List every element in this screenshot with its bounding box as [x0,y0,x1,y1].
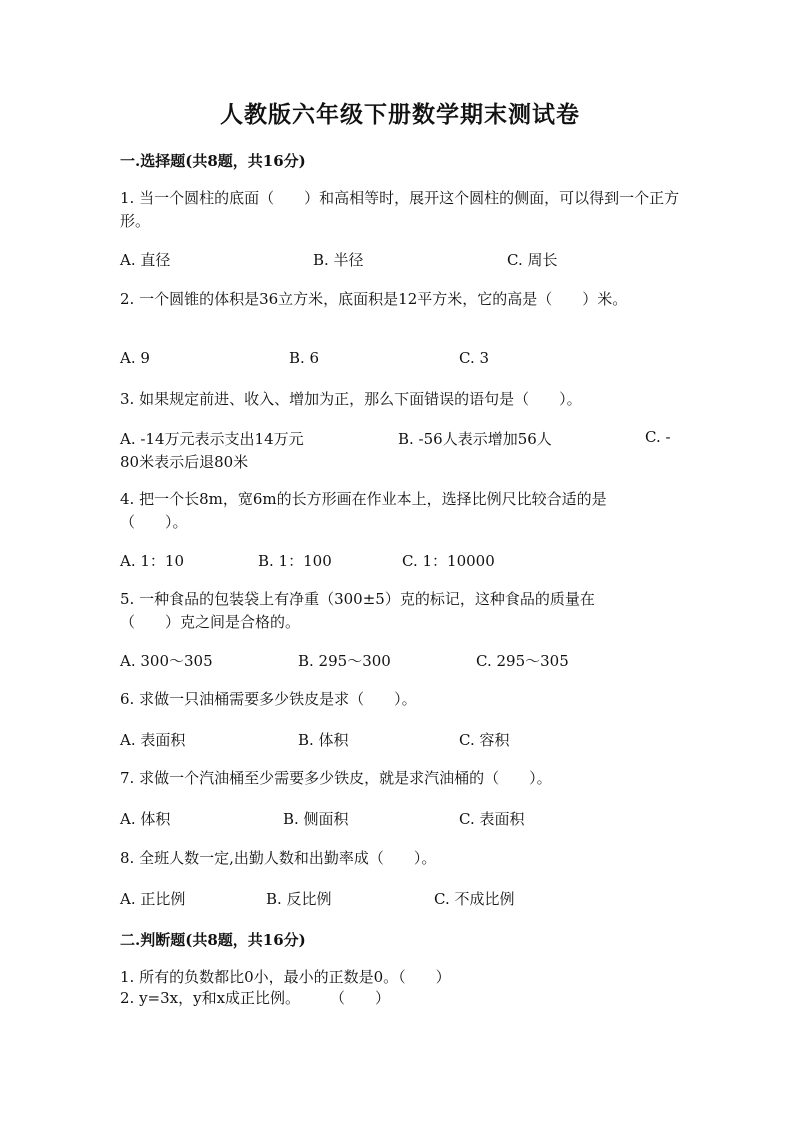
question-6-option-a: A. 表面积 [120,731,186,749]
question-4-option-b: B. 1：100 [258,552,332,570]
section-heading-choice: 一.选择题(共8题，共16分) [120,152,306,170]
question-6-stem: 6. 求做一只油桶需要多少铁皮是求（ ）。 [120,690,417,708]
question-2-option-c: C. 3 [459,349,490,367]
question-3-option-b: B. -56人表示增加56人 [398,430,552,448]
question-7-option-a: A. 体积 [120,810,171,828]
question-2-option-b: B. 6 [289,349,320,367]
page-title: 人教版六年级下册数学期末测试卷 [220,101,580,128]
question-8-option-a: A. 正比例 [120,890,186,908]
question-3-stem: 3. 如果规定前进、收入、增加为正，那么下面错误的语句是（ ）。 [120,390,582,408]
question-4-option-a: A. 1：10 [120,552,184,570]
question-5-option-c: C. 295～305 [476,652,569,670]
question-1-option-a: A. 直径 [120,251,171,269]
judgement-2: 2. y=3x，y和x成正比例。 （ ） [120,989,391,1007]
question-7-stem: 7. 求做一个汽油桶至少需要多少铁皮，就是求汽油桶的（ ）。 [120,769,552,787]
question-5-option-b: B. 295～300 [298,652,391,670]
question-5-stem: 5. 一种食品的包装袋上有净重（300±5）克的标记，这种食品的质量在（ ）克之间是合格的。 [120,590,595,631]
question-6-option-c: C. 容积 [459,731,510,749]
question-4-option-c: C. 1：10000 [402,552,495,570]
judgement-1: 1. 所有的负数都比0小，最小的正数是0。（ ） [120,968,451,986]
question-1-stem: 1. 当一个圆柱的底面（ ）和高相等时，展开这个圆柱的侧面，可以得到一个正方形。 [120,189,680,230]
question-8-option-c: C. 不成比例 [434,890,515,908]
question-3-option-a: A. -14万元表示支出14万元 [120,430,304,448]
question-4-stem: 4. 把一个长8m，宽6m的长方形画在作业本上，选择比例尺比较合适的是（ ）。 [120,490,607,531]
question-8-option-b: B. 反比例 [266,890,332,908]
question-6-option-b: B. 体积 [298,731,349,749]
question-5-option-a: A. 300～305 [120,652,213,670]
question-7-option-b: B. 侧面积 [283,810,349,828]
question-1-option-b: B. 半径 [313,251,364,269]
question-3-option-c-continued: 80米表示后退80米 [120,453,249,471]
section-heading-true-false: 二.判断题(共8题，共16分) [120,931,306,949]
question-2-stem: 2. 一个圆锥的体积是36立方米，底面积是12平方米，它的高是（ ）米。 [120,290,628,308]
question-8-stem: 8. 全班人数一定,出勤人数和出勤率成（ ）。 [120,849,437,867]
question-1-option-c: C. 周长 [507,251,558,269]
question-2-option-a: A. 9 [120,349,150,367]
question-7-option-c: C. 表面积 [459,810,525,828]
question-3-option-c: C. - [645,428,671,446]
